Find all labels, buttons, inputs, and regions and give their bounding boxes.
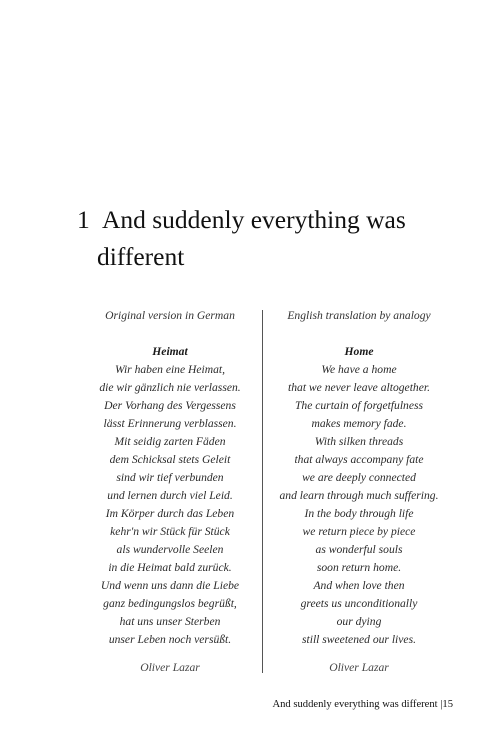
poem-line: our dying: [336, 615, 382, 628]
poem-line: kehr'n wir Stück für Stück: [110, 525, 230, 538]
poem-line: Und wenn uns dann die Liebe: [100, 579, 240, 592]
poem-line: greets us unconditionally: [300, 597, 418, 610]
poem-line: ganz bedingungslos begrüßt,: [103, 597, 237, 610]
chapter-title: [77, 201, 437, 275]
poem-line: hat uns unser Sterben: [119, 615, 221, 628]
poem-line: soon return home.: [316, 561, 402, 574]
poem-line: that always accompany fate: [294, 453, 424, 466]
poem-line: Der Vorhang des Vergessens: [104, 399, 236, 412]
german-column-heading: Original version in German: [105, 309, 235, 322]
poem-line: And when love then: [313, 579, 405, 592]
english-column: [236, 307, 482, 677]
chapter-title-text1: And suddenly everything was: [101, 205, 406, 234]
running-title: And suddenly everything was different: [272, 699, 438, 710]
german-poem-author: Oliver Lazar: [140, 661, 200, 674]
poem-line: and learn through much suffering.: [279, 489, 439, 502]
chapter-number: 1: [77, 205, 90, 234]
footer-separator: |: [440, 699, 443, 710]
poem-line: makes memory fade.: [311, 417, 407, 430]
chapter-title-line2: different: [97, 242, 185, 271]
poem-line: that we never leave altogether.: [288, 381, 430, 394]
english-poem-author: Oliver Lazar: [329, 661, 389, 674]
english-poem-title: Home: [344, 345, 374, 358]
poem-line: With silken threads: [314, 435, 404, 448]
german-poem-title: Heimat: [152, 345, 188, 358]
poem-line: dem Schicksal stets Geleit: [109, 453, 231, 466]
chapter-title-line1: [77, 201, 437, 238]
poem-line: Wir haben eine Heimat,: [114, 363, 226, 376]
english-poem-body: [236, 361, 482, 649]
poem-line: als wundervolle Seelen: [116, 543, 224, 556]
poem-line: unser Leben noch versüßt.: [108, 633, 232, 646]
english-column-heading: English translation by analogy: [287, 309, 431, 322]
poem-line: lässt Erinnerung verblassen.: [103, 417, 237, 430]
poem-line: still sweetened our lives.: [302, 633, 416, 646]
poem-line: We have a home: [321, 363, 397, 376]
poem-line: Mit seidig zarten Fäden: [114, 435, 226, 448]
page-number: 15: [442, 699, 453, 710]
poem-line: sind wir tief verbunden: [116, 471, 224, 484]
poem-line: we return piece by piece: [302, 525, 416, 538]
poem-line: The curtain of forgetfulness: [294, 399, 424, 412]
poem-line: Im Körper durch das Leben: [105, 507, 235, 520]
poem-line: In the body through life: [304, 507, 414, 520]
poem-line: in die Heimat bald zurück.: [108, 561, 232, 574]
page-footer: [272, 699, 453, 710]
poem-line: und lernen durch viel Leid.: [107, 489, 233, 502]
poem-line: we are deeply connected: [302, 471, 416, 484]
poem-line: as wonderful souls: [315, 543, 403, 556]
poem-line: die wir gänzlich nie verlassen.: [99, 381, 241, 394]
